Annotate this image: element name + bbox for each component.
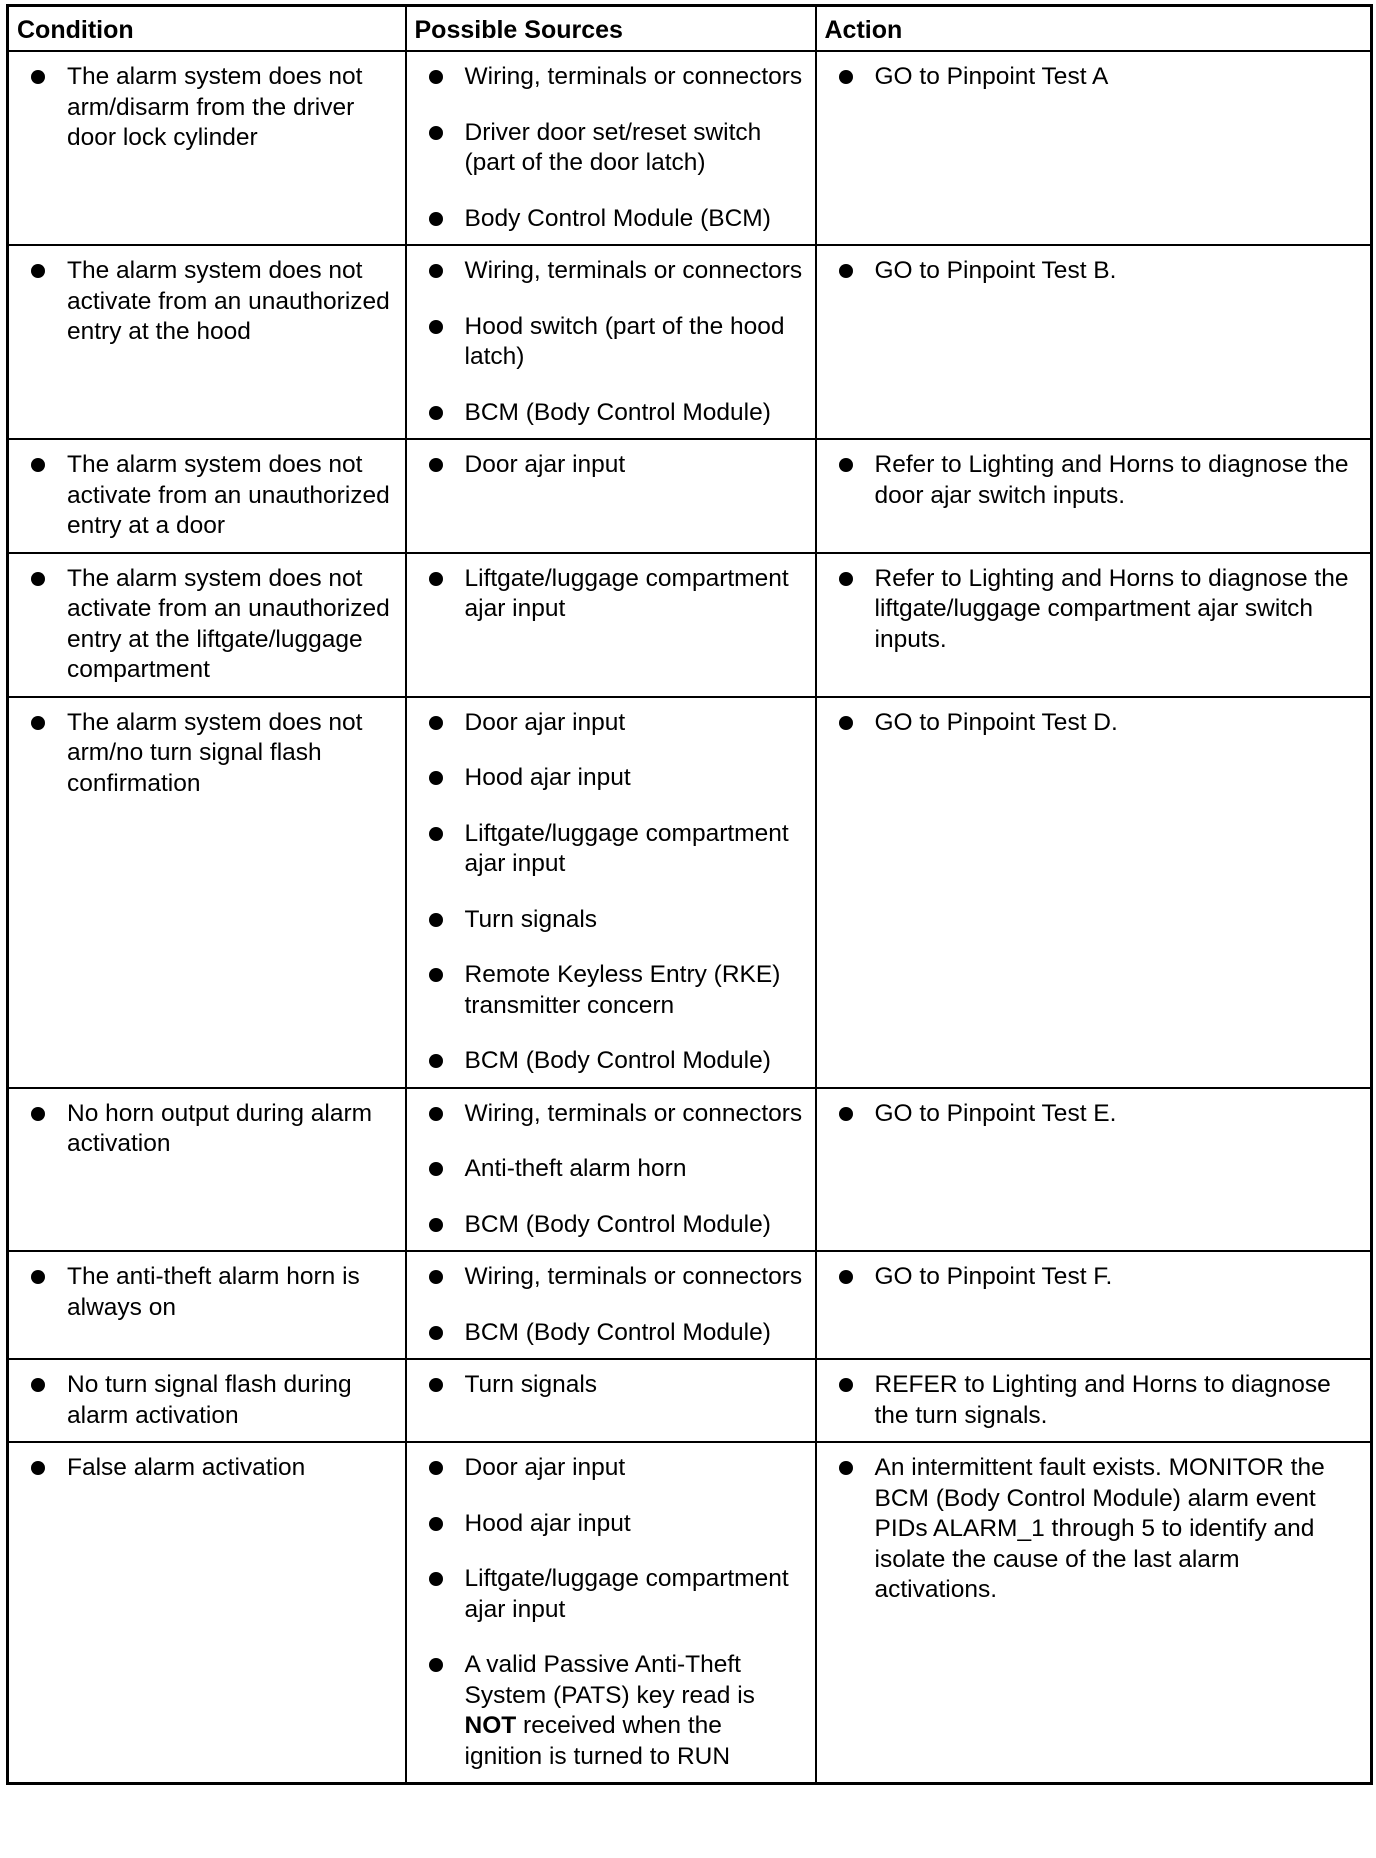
list-item	[429, 708, 805, 739]
list-item	[429, 819, 805, 880]
table-row	[8, 697, 1372, 1088]
bullet-icon	[839, 716, 853, 730]
list-item	[429, 905, 805, 936]
bullet-icon	[839, 70, 853, 84]
source-text: Hood ajar input	[464, 1509, 631, 1537]
list-item	[429, 564, 805, 625]
table-row	[8, 51, 1372, 245]
list-item	[31, 564, 395, 686]
pats-source-text	[465, 1651, 755, 1770]
source-text: Hood ajar input	[464, 764, 631, 791]
condition-text: The alarm system does not activate from an unauthorized entry at the hood	[67, 257, 390, 345]
bullet-icon	[429, 70, 443, 84]
bullet-icon	[839, 1378, 853, 1392]
source-text: Liftgate/luggage compartment ajar input	[464, 819, 789, 877]
list-item	[429, 1210, 805, 1241]
list-item	[839, 450, 1361, 511]
list-item	[31, 708, 395, 800]
sources-cell	[406, 439, 816, 553]
bullet-icon	[31, 1461, 45, 1475]
condition-cell	[8, 697, 406, 1088]
list-item	[429, 1453, 805, 1484]
source-text: BCM (Body Control Module)	[464, 1047, 771, 1074]
table-row	[8, 1442, 1372, 1784]
list-item	[31, 450, 395, 542]
bullet-icon	[31, 1107, 45, 1121]
source-text: Turn signals	[464, 905, 598, 933]
list-item	[429, 960, 805, 1021]
list-item	[839, 564, 1361, 656]
bullet-icon	[31, 458, 45, 472]
list-item	[839, 1370, 1361, 1431]
bullet-icon	[31, 264, 45, 278]
bullet-icon	[31, 1378, 45, 1392]
bullet-icon	[429, 968, 443, 982]
source-text: Liftgate/luggage compartment ajar input	[464, 564, 789, 622]
header-condition: Condition	[8, 6, 406, 52]
condition-text: False alarm activation	[67, 1454, 306, 1481]
table-row	[8, 245, 1372, 439]
action-text: REFER to Lighting and Horns to diagnose the turn signals.	[874, 1371, 1331, 1429]
bullet-icon	[429, 212, 443, 226]
source-text: BCM (Body Control Module)	[464, 1318, 771, 1346]
source-text: Wiring, terminals or connectors	[464, 1263, 803, 1290]
list-item	[839, 1262, 1361, 1293]
condition-cell	[8, 245, 406, 439]
action-text: GO to Pinpoint Test D.	[874, 708, 1118, 736]
table-row	[8, 1088, 1372, 1252]
list-item	[839, 256, 1361, 287]
bullet-icon	[31, 70, 45, 84]
bullet-icon	[31, 572, 45, 586]
source-text: Door ajar input	[464, 1454, 626, 1481]
list-item	[839, 1099, 1361, 1130]
bullet-icon	[429, 458, 443, 472]
action-cell	[816, 1359, 1372, 1442]
bullet-icon	[31, 1270, 45, 1284]
sources-cell	[406, 553, 816, 697]
condition-text: No turn signal flash during alarm activation	[67, 1371, 352, 1429]
bullet-icon	[839, 1107, 853, 1121]
action-text: Refer to Lighting and Horns to diagnose the door ajar switch inputs.	[874, 451, 1349, 509]
sources-cell	[406, 1251, 816, 1359]
action-text: GO to Pinpoint Test A	[874, 63, 1109, 90]
bullet-icon	[429, 827, 443, 841]
condition-text: The alarm system does not activate from an unauthorized entry at the liftgate/luggage compartment	[67, 564, 390, 683]
condition-cell	[8, 439, 406, 553]
bullet-icon	[429, 406, 443, 420]
list-item	[429, 1099, 805, 1130]
action-cell	[816, 439, 1372, 553]
list-item	[429, 118, 805, 179]
bullet-icon	[839, 1461, 853, 1475]
sources-cell	[406, 1359, 816, 1442]
bullet-icon	[429, 126, 443, 140]
sources-cell	[406, 697, 816, 1088]
bullet-icon	[839, 572, 853, 586]
pats-text-before: A valid Passive Anti-Theft System (PATS) key read is	[464, 1651, 755, 1709]
bullet-icon	[429, 1658, 443, 1672]
list-item	[31, 1453, 395, 1484]
list-item	[429, 763, 805, 794]
bullet-icon	[429, 1218, 443, 1232]
bullet-icon	[429, 1461, 443, 1475]
bullet-icon	[429, 771, 443, 785]
action-text: Refer to Lighting and Horns to diagnose the liftgate/luggage compartment ajar switch inputs.	[874, 564, 1349, 653]
header-row	[8, 6, 1372, 52]
action-cell	[816, 245, 1372, 439]
list-item	[429, 1564, 805, 1625]
source-text: Wiring, terminals or connectors	[464, 257, 803, 284]
sources-cell	[406, 51, 816, 245]
bullet-icon	[429, 572, 443, 586]
action-cell	[816, 51, 1372, 245]
table-row	[8, 553, 1372, 697]
bullet-icon	[429, 1517, 443, 1531]
bullet-icon	[429, 1378, 443, 1392]
action-text: GO to Pinpoint Test F.	[874, 1263, 1113, 1290]
list-item	[429, 1318, 805, 1349]
bullet-icon	[31, 716, 45, 730]
action-text: GO to Pinpoint Test E.	[874, 1099, 1117, 1127]
sources-cell	[406, 1088, 816, 1252]
source-text: Wiring, terminals or connectors	[464, 63, 803, 90]
source-text: BCM (Body Control Module)	[464, 398, 771, 426]
sources-cell	[406, 1442, 816, 1784]
action-cell	[816, 1251, 1372, 1359]
sources-cell	[406, 245, 816, 439]
list-item	[429, 256, 805, 287]
bullet-icon	[429, 320, 443, 334]
symptom-chart	[6, 4, 1370, 1785]
bullet-icon	[429, 716, 443, 730]
bullet-icon	[839, 458, 853, 472]
list-item	[429, 1154, 805, 1185]
list-item	[429, 1262, 805, 1293]
source-text: Door ajar input	[464, 708, 626, 736]
list-item	[429, 312, 805, 373]
table-row	[8, 439, 1372, 553]
source-text: Driver door set/reset switch (part of the door latch)	[464, 118, 762, 176]
table-row	[8, 1251, 1372, 1359]
condition-cell	[8, 1251, 406, 1359]
table-row	[8, 1359, 1372, 1442]
source-text: Hood switch (part of the hood latch)	[464, 312, 785, 370]
condition-cell	[8, 51, 406, 245]
list-item	[429, 1650, 805, 1772]
condition-cell	[8, 1088, 406, 1252]
bullet-icon	[429, 913, 443, 927]
list-item	[429, 1370, 805, 1401]
list-item	[839, 62, 1361, 93]
action-cell	[816, 1088, 1372, 1252]
condition-text: No horn output during alarm activation	[67, 1099, 373, 1157]
source-text: Anti-theft alarm horn	[464, 1155, 687, 1182]
list-item	[31, 1099, 395, 1160]
action-text: An intermittent fault exists. MONITOR the BCM (Body Control Module) alarm event PIDs ALARM_1 through 5 to identify and isolate the cause of the last alarm activations.	[874, 1454, 1325, 1603]
list-item	[429, 398, 805, 429]
source-text: BCM (Body Control Module)	[464, 1210, 771, 1238]
bullet-icon	[429, 1107, 443, 1121]
list-item	[429, 450, 805, 481]
condition-cell	[8, 1442, 406, 1784]
source-text: Remote Keyless Entry (RKE) transmitter concern	[464, 961, 781, 1019]
source-text: Body Control Module (BCM)	[464, 204, 771, 232]
bullet-icon	[429, 1162, 443, 1176]
condition-text: The anti-theft alarm horn is always on	[67, 1263, 360, 1321]
bullet-icon	[839, 264, 853, 278]
list-item	[429, 62, 805, 93]
action-cell	[816, 553, 1372, 697]
bullet-icon	[429, 1326, 443, 1340]
pats-text-after: received when the ignition is turned to RUN	[464, 1712, 731, 1770]
pats-text-emphasis: NOT	[464, 1712, 517, 1739]
list-item	[429, 1046, 805, 1077]
list-item	[839, 708, 1361, 739]
symptom-table	[6, 4, 1373, 1785]
condition-text: The alarm system does not activate from an unauthorized entry at a door	[67, 451, 390, 539]
source-text: Wiring, terminals or connectors	[464, 1099, 803, 1127]
bullet-icon	[839, 1270, 853, 1284]
list-item	[31, 1262, 395, 1323]
source-text: Door ajar input	[464, 451, 626, 478]
list-item	[31, 1370, 395, 1431]
list-item	[31, 62, 395, 154]
list-item	[429, 1509, 805, 1540]
list-item	[31, 256, 395, 348]
action-text: GO to Pinpoint Test B.	[874, 257, 1117, 284]
bullet-icon	[429, 1054, 443, 1068]
bullet-icon	[429, 1572, 443, 1586]
condition-cell	[8, 553, 406, 697]
list-item	[839, 1453, 1361, 1606]
action-cell	[816, 697, 1372, 1088]
bullet-icon	[429, 1270, 443, 1284]
source-text: Liftgate/luggage compartment ajar input	[464, 1565, 789, 1623]
bullet-icon	[429, 264, 443, 278]
list-item	[429, 204, 805, 235]
condition-cell	[8, 1359, 406, 1442]
action-cell	[816, 1442, 1372, 1784]
source-text: Turn signals	[464, 1371, 598, 1398]
condition-text: The alarm system does not arm/disarm from the driver door lock cylinder	[67, 63, 363, 151]
header-possible-sources: Possible Sources	[406, 6, 816, 52]
header-action: Action	[816, 6, 1372, 52]
condition-text: The alarm system does not arm/no turn signal flash confirmation	[67, 708, 363, 797]
